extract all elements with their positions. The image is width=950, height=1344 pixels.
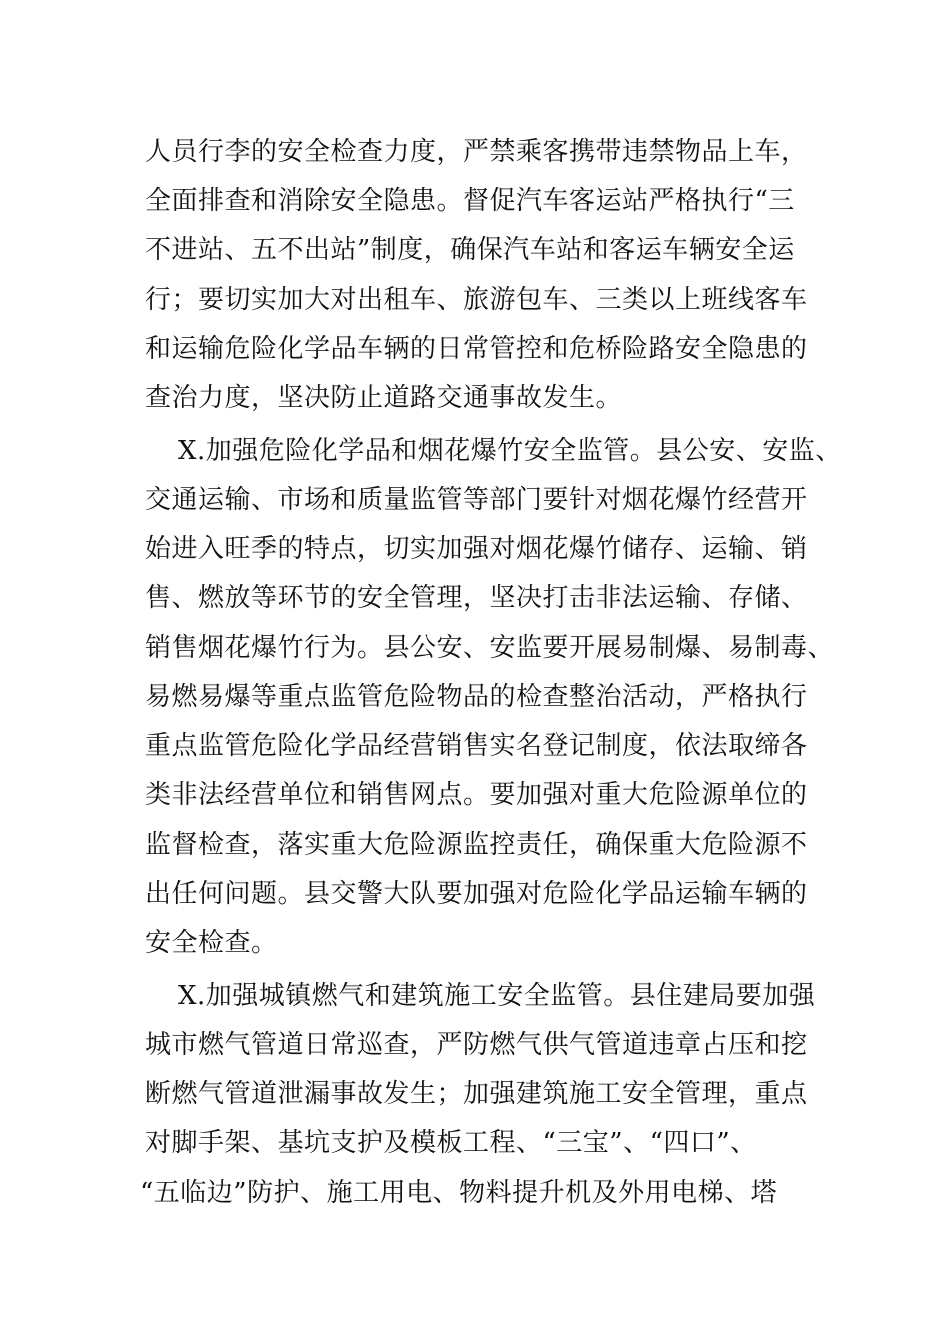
text-line: 城市燃气管道日常巡查，严防燃气供气管道违章占压和挖 [145, 1030, 808, 1060]
text-line: 出任何问题。县交警大队要加强对危险化学品运输车辆的 [145, 879, 808, 909]
text-line: 监督检查，落实重大危险源监控责任，确保重大危险源不 [145, 830, 808, 860]
text-line: 类非法经营单位和销售网点。要加强对重大危险源单位的 [145, 780, 808, 810]
text-line: 和运输危险化学品车辆的日常管控和危桥险路安全隐患的 [145, 334, 808, 364]
section-heading-line: X.加强危险化学品和烟花爆竹安全监管。县公安、安监、 [178, 436, 842, 466]
text-line: 易燃易爆等重点监管危险物品的检查整治活动，严格执行 [145, 682, 808, 712]
text-line: 行；要切实加大对出租车、旅游包车、三类以上班线客车 [145, 285, 808, 315]
text-line: 销售烟花爆竹行为。县公安、安监要开展易制爆、易制毒、 [145, 633, 835, 663]
section-heading-line: X.加强城镇燃气和建筑施工安全监管。县住建局要加强 [178, 981, 816, 1011]
text-line: 查治力度，坚决防止道路交通事故发生。 [145, 383, 623, 413]
text-line: 重点监管危险化学品经营销售实名登记制度，依法取缔各 [145, 731, 808, 761]
text-line: 不进站、五不出站”制度，确保汽车站和客运车辆安全运 [145, 235, 795, 265]
text-line: 全面排查和消除安全隐患。督促汽车客运站严格执行“三 [145, 186, 795, 216]
text-line: 交通运输、市场和质量监管等部门要针对烟花爆竹经营开 [145, 485, 808, 515]
text-line: “五临边”防护、施工用电、物料提升机及外用电梯、塔 [140, 1178, 778, 1208]
text-line: 人员行李的安全检查力度，严禁乘客携带违禁物品上车， [145, 137, 808, 167]
text-line: 对脚手架、基坑支护及模板工程、“三宝”、“四口”、 [145, 1128, 757, 1158]
text-line: 断燃气管道泄漏事故发生；加强建筑施工安全管理，重点 [145, 1079, 808, 1109]
text-line: 售、燃放等环节的安全管理，坚决打击非法运输、存储、 [145, 583, 808, 613]
text-line: 始进入旺季的特点，切实加强对烟花爆竹储存、运输、销 [145, 534, 808, 564]
text-line: 安全检查。 [145, 928, 278, 958]
